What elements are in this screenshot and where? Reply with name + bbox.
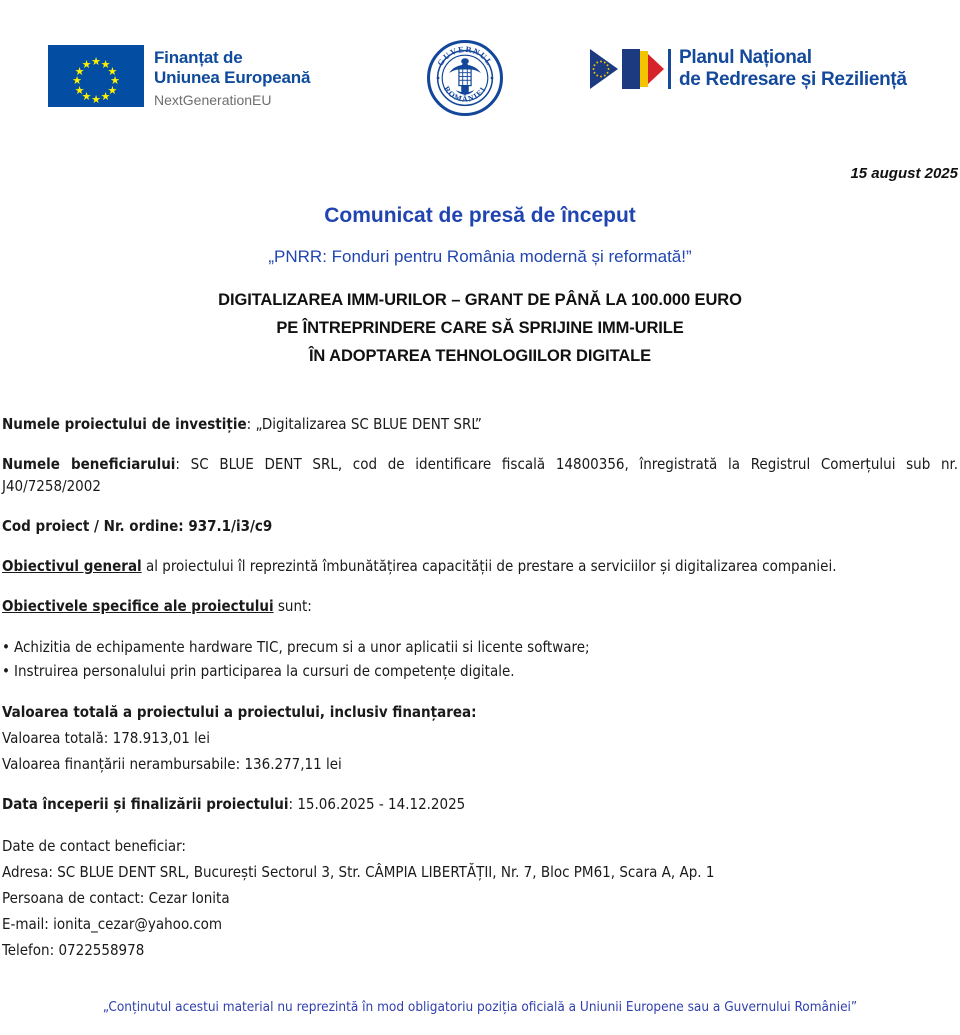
objectives-list <box>2 635 958 683</box>
project-dates-paragraph <box>2 793 958 815</box>
document-date: 15 august 2025 <box>850 165 958 182</box>
total-value-heading <box>2 701 958 723</box>
eu-logo-text <box>154 45 310 110</box>
list-item <box>2 635 958 659</box>
contact-heading: Date de contact beneficiar: <box>2 837 186 855</box>
project-name-value: : „Digitalizarea SC BLUE DENT SRL” <box>246 415 482 433</box>
beneficiary-paragraph <box>2 453 958 497</box>
list-item-label: Instruirea personalului prin participarea la cursuri de competențe digitale. <box>14 662 515 680</box>
page-subtitle: „PNRR: Fonduri pentru România modernă și reformată!” <box>268 247 692 266</box>
contact-person: Persoana de contact: Cezar Ionita <box>2 889 230 907</box>
contact-block <box>2 833 958 963</box>
eu-logo-line1: Finanțat de <box>154 48 243 67</box>
pnrr-arrows-icon <box>588 46 666 92</box>
grant-value-line: Valoarea finanțării nerambursabile: 136.277,11 lei <box>2 755 342 773</box>
svg-text:GUVERNUL: GUVERNUL <box>435 44 495 68</box>
grant-heading <box>0 286 960 370</box>
general-objective-label: Obiectivul general <box>2 557 142 575</box>
contact-email: E-mail: ionita_cezar@yahoo.com <box>2 915 223 933</box>
total-value-heading-label: Valoarea totală a proiectului a proiectului, inclusiv finanțarea: <box>2 703 477 721</box>
list-item <box>2 659 958 683</box>
project-dates-value: : 15.06.2025 - 14.12.2025 <box>288 795 466 813</box>
eu-funding-logo <box>48 45 310 110</box>
grant-heading-line3: ÎN ADOPTAREA TEHNOLOGIILOR DIGITALE <box>308 347 652 365</box>
document-body <box>2 413 958 963</box>
list-item-label: Achizitia de echipamente hardware TIC, precum si a unor aplicatii si licente software; <box>14 638 590 656</box>
footer-disclaimer: „Conținutul acestui material nu reprezintă în mod obligatoriu poziția oficială a Uniunii Europene sau a Guvernului României” <box>102 999 858 1015</box>
pnrr-logo <box>588 46 907 92</box>
contact-phone: Telefon: 0722558978 <box>2 941 145 959</box>
beneficiary-label: Numele beneficiarului <box>2 455 176 473</box>
general-objective-value: al proiectului îl reprezintă îmbunătățirea capacității de prestare a serviciilor și digitalizarea companiei. <box>141 557 837 575</box>
beneficiary-value: : SC BLUE DENT SRL, cod de identificare fiscală 14800356, înregistrată la Registrul Comerțului sub nr. J40/7258/2002 <box>2 455 958 495</box>
svg-text:ROMÂNIEI: ROMÂNIEI <box>442 84 488 104</box>
project-code-value: : 937.1/i3/c9 <box>178 517 273 535</box>
specific-objectives-paragraph <box>2 595 958 617</box>
project-code-label: Cod proiect / Nr. ordine <box>2 517 179 535</box>
eu-logo-line3: NextGenerationEU <box>154 92 272 108</box>
page-title: Comunicat de presă de început <box>324 204 636 227</box>
romanian-government-seal-icon <box>427 40 503 116</box>
eu-logo-line2: Uniunea Europeană <box>154 68 311 87</box>
total-value-line: Valoarea totală: 178.913,01 lei <box>2 729 210 747</box>
bullet-icon: • <box>2 638 10 656</box>
pnrr-logo-text <box>679 47 907 91</box>
project-code-paragraph <box>2 515 958 537</box>
project-name-label: Numele proiectului de investiție <box>2 415 247 433</box>
eu-flag-icon: ★ ★ ★ ★ ★ ★ ★ ★ ★ ★ ★ ★ <box>48 45 144 107</box>
grant-heading-line1: DIGITALIZAREA IMM-URILOR – GRANT DE PÂNĂ LA 100.000 EURO <box>218 291 742 309</box>
specific-objectives-value: sunt: <box>273 597 312 615</box>
header-logo-bar <box>0 38 960 118</box>
specific-objectives-label: Obiectivele specifice ale proiectului <box>2 597 274 615</box>
contact-address: Adresa: SC BLUE DENT SRL, București Sectorul 3, Str. CÂMPIA LIBERTĂȚII, Nr. 7, Bloc PM61, Scara A, Ap. 1 <box>2 863 715 881</box>
project-dates-label: Data începerii și finalizării proiectului <box>2 795 289 813</box>
general-objective-paragraph <box>2 555 958 577</box>
pnrr-logo-line2: de Redresare și Reziliență <box>679 69 907 90</box>
project-name-paragraph <box>2 413 958 435</box>
bullet-icon: • <box>2 662 10 680</box>
pnrr-divider <box>668 49 671 89</box>
pnrr-logo-line1: Planul Național <box>679 47 812 68</box>
grant-heading-line2: PE ÎNTREPRINDERE CARE SĂ SPRIJINE IMM-URILE <box>276 319 684 337</box>
